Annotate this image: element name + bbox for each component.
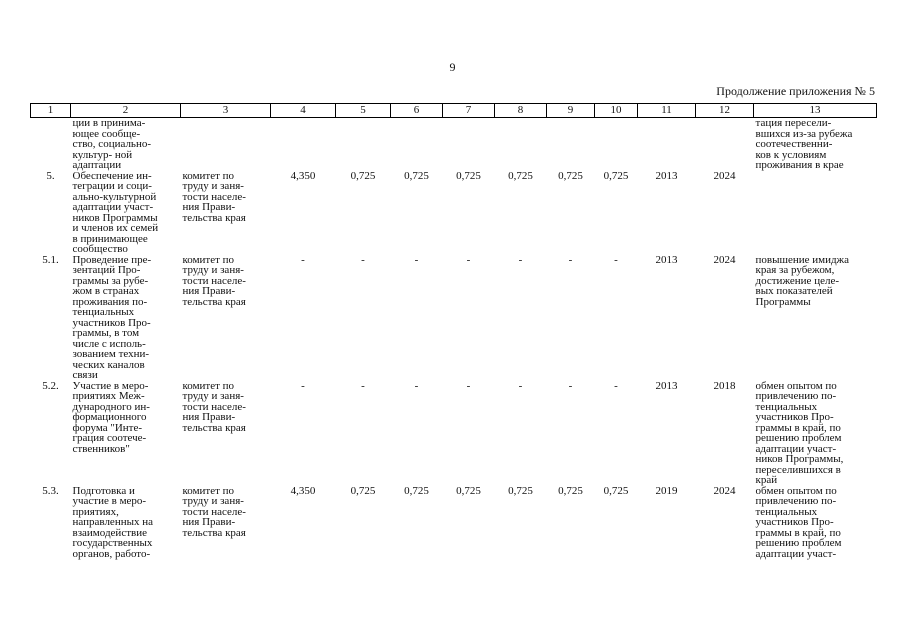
column-header-13: 13 — [754, 104, 877, 118]
table-row — [31, 486, 877, 560]
row-number-cell — [31, 118, 71, 171]
total-value-cell: - — [301, 253, 305, 266]
measure-name-cell: ции в принима- ющее сообще- ство, социально- культур- ной адаптации — [72, 117, 151, 171]
value-2021-cell: - — [466, 379, 471, 392]
column-header-3: 3 — [181, 104, 271, 118]
expected-result-cell: тация пересели- вшихся из-за рубежа соотечественни- ков к условиям проживания в крае — [755, 117, 853, 171]
column-header-10: 10 — [595, 104, 638, 118]
value-2019-cell: - — [361, 379, 365, 392]
start-year-cell: 2013 — [655, 379, 678, 392]
value-2022-cell: - — [518, 379, 523, 392]
value-2022-cell: 0,725 — [508, 169, 533, 182]
value-2019-cell: - — [361, 253, 365, 266]
total-value-cell: - — [301, 379, 305, 392]
value-2021-cell: - — [466, 253, 471, 266]
row-number-cell: 5.1. — [42, 253, 59, 266]
column-header-8: 8 — [495, 104, 547, 118]
start-year-cell: 2013 — [655, 169, 678, 182]
expected-result-cell: обмен опытом по привлечению по- тенциальных участников Про- граммы в край, по решению проблем адаптации участ- ников Программы, переселившихся в край — [755, 379, 844, 486]
value-2021-cell: 0,725 — [456, 484, 481, 497]
column-header-11: 11 — [638, 104, 696, 118]
total-value-cell: 4,350 — [290, 169, 316, 182]
end-year-cell — [696, 118, 754, 171]
value-2024-cell: 0,725 — [603, 169, 629, 182]
column-header-1: 1 — [31, 104, 71, 118]
value-2024-cell: - — [614, 379, 618, 392]
value-2024-cell: 0,725 — [603, 484, 629, 497]
value-2020-cell: 0,725 — [404, 169, 429, 182]
value-2019-cell: 0,725 — [350, 484, 376, 497]
value-2023-cell: - — [568, 379, 573, 392]
value-2020-cell — [391, 118, 443, 171]
total-value-cell — [271, 118, 336, 171]
expected-result-cell: обмен опытом по привлечению по- тенциальных участников Про- граммы в край, по решению проблем адаптации участ- — [755, 484, 842, 560]
value-2021-cell: 0,725 — [456, 169, 481, 182]
table-body — [31, 118, 877, 560]
value-2021-cell — [443, 118, 495, 171]
column-header-2: 2 — [71, 104, 181, 118]
table-row — [31, 118, 877, 171]
start-year-cell: 2019 — [655, 484, 678, 497]
program-table — [30, 103, 877, 559]
value-2022-cell — [495, 118, 547, 171]
column-header-5: 5 — [336, 104, 391, 118]
executor-cell — [181, 118, 271, 171]
row-number-cell: 5.3. — [42, 484, 59, 497]
executor-cell: комитет по труду и заня- тости населе- ния Прави- тельства края — [182, 379, 246, 434]
value-2019-cell — [336, 118, 391, 171]
end-year-cell: 2018 — [713, 379, 736, 392]
value-2019-cell: 0,725 — [350, 169, 376, 182]
measure-name-cell: Обеспечение ин- теграции и соци- ально-культурной адаптации участ- ников Программы и членов их семей в принимающее сообщество — [72, 169, 159, 255]
total-value-cell: 4,350 — [290, 484, 316, 497]
row-number-cell: 5.2. — [42, 379, 59, 392]
row-number-cell: 5. — [46, 169, 55, 182]
executor-cell: комитет по труду и заня- тости населе- ния Прави- тельства края — [182, 169, 246, 224]
measure-name-cell: Проведение пре- зентаций Про- граммы за рубе- жом в странах проживания по- тенциальных участников Про- граммы, в том числе с исполь- зованием техни- ческих каналов связи — [72, 253, 152, 381]
end-year-cell: 2024 — [713, 484, 736, 497]
page-number: 9 — [449, 60, 456, 74]
value-2024-cell — [595, 118, 638, 171]
executor-cell: комитет по труду и заня- тости населе- ния Прави- тельства края — [182, 484, 246, 539]
value-2020-cell: 0,725 — [404, 484, 429, 497]
column-header-9: 9 — [547, 104, 595, 118]
column-header-4: 4 — [271, 104, 336, 118]
start-year-cell — [638, 118, 696, 171]
measure-name-cell: Подготовка и участие в меро- приятиях, направленных на взаимодействие государственных органов, работо- — [72, 484, 153, 560]
value-2023-cell: 0,725 — [558, 169, 583, 182]
start-year-cell: 2013 — [655, 253, 678, 266]
value-2022-cell: 0,725 — [508, 484, 533, 497]
value-2024-cell: - — [614, 253, 618, 266]
executor-cell: комитет по труду и заня- тости населе- ния Прави- тельства края — [182, 253, 246, 308]
header-row — [31, 104, 877, 118]
expected-result-cell — [754, 171, 877, 255]
expected-result-cell: повышение имиджа края за рубежом, достижение целе- вых показателей Программы — [755, 253, 850, 308]
value-2023-cell: - — [568, 253, 573, 266]
value-2020-cell: - — [414, 379, 419, 392]
measure-name-cell: Участие в меро- приятиях Меж- дународного ин- формационного форума "Инте- грация соотече- ственников" — [72, 379, 150, 455]
end-year-cell: 2024 — [713, 169, 736, 182]
table-row — [31, 255, 877, 381]
column-header-6: 6 — [391, 104, 443, 118]
value-2022-cell: - — [518, 253, 523, 266]
column-header-12: 12 — [696, 104, 754, 118]
end-year-cell: 2024 — [713, 253, 736, 266]
table-row — [31, 381, 877, 486]
value-2020-cell: - — [414, 253, 419, 266]
value-2023-cell: 0,725 — [558, 484, 583, 497]
table-row — [31, 171, 877, 255]
value-2023-cell — [547, 118, 595, 171]
column-header-7: 7 — [443, 104, 495, 118]
continuation-caption: Продолжение приложения № 5 — [716, 84, 875, 98]
